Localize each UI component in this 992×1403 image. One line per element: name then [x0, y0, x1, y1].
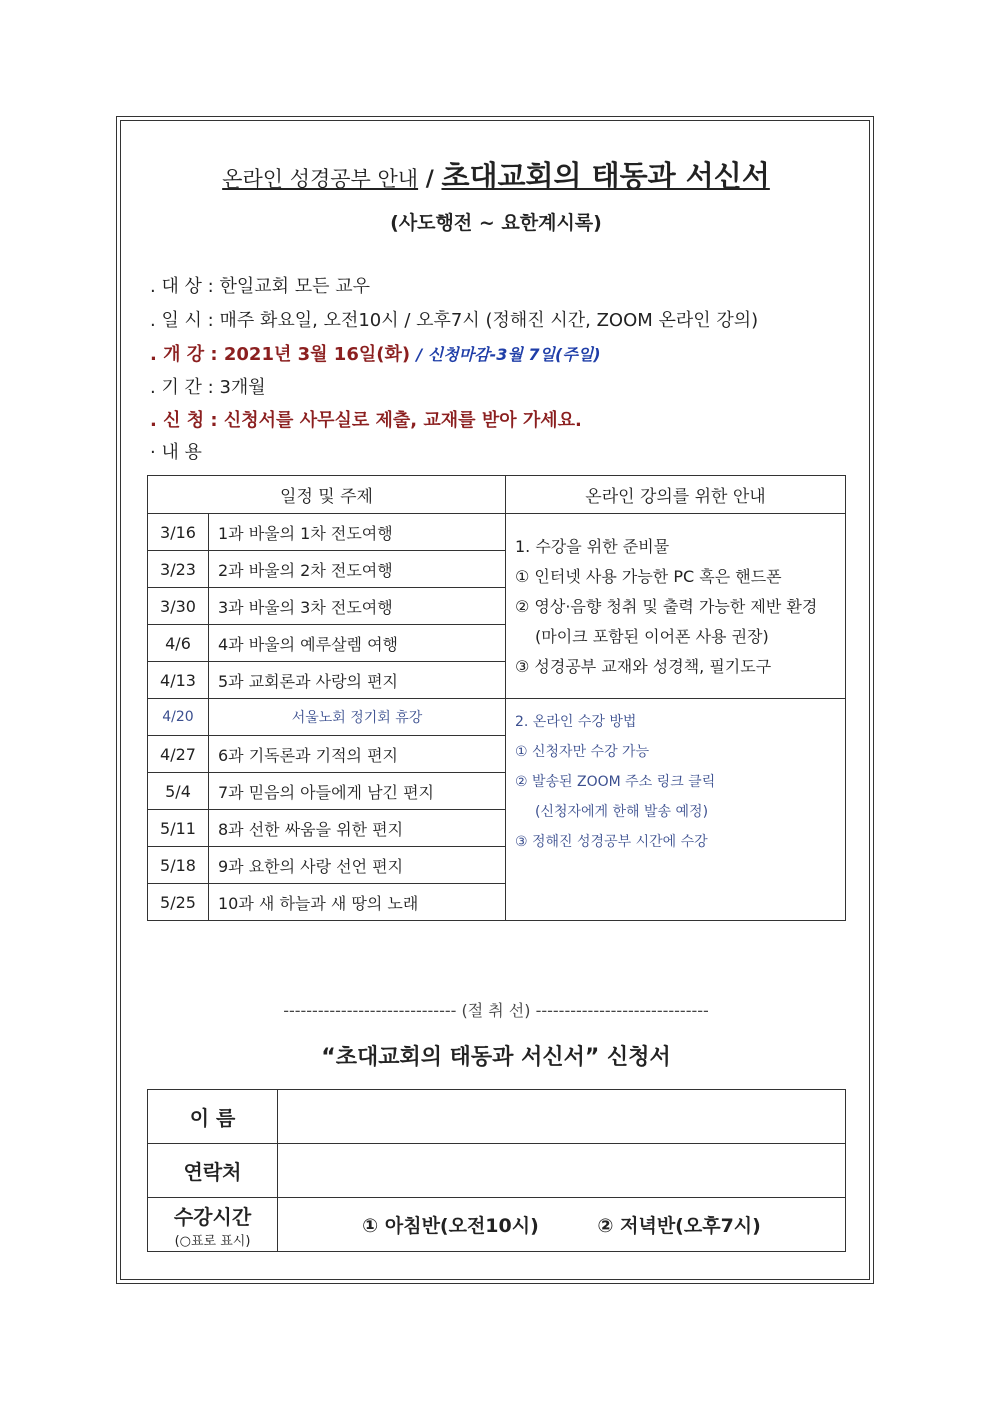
- row-date: 5/11: [148, 810, 209, 847]
- schedule-header-row: [148, 476, 846, 514]
- row-topic: 서울노회 정기회 휴강: [209, 699, 506, 736]
- header-guide: 온라인 강의를 위한 안내: [506, 476, 846, 514]
- row-topic: 10과 새 하늘과 새 땅의 노래: [209, 884, 506, 921]
- header-schedule: 일정 및 주제: [148, 476, 506, 514]
- contact-label: 연락처: [148, 1144, 278, 1198]
- row-topic: 6과 기독론과 기적의 편지: [209, 736, 506, 773]
- row-topic: 4과 바울의 예루살렘 여행: [209, 625, 506, 662]
- guide-line: 1. 수강을 위한 준비물: [515, 537, 670, 556]
- row-date: 5/4: [148, 773, 209, 810]
- guide-line: ③ 성경공부 교재와 성경책, 필기도구: [515, 657, 772, 676]
- apply-deadline: / 신청마감-3월 7일(주일): [416, 345, 601, 364]
- guide-method: [506, 699, 846, 921]
- name-field[interactable]: [278, 1090, 846, 1144]
- schedule-table: [147, 475, 846, 921]
- row-date: 3/16: [148, 514, 209, 551]
- time-label-cell: [148, 1198, 278, 1252]
- row-topic: 2과 바울의 2차 전도여행: [209, 551, 506, 588]
- opening-date: . 개 강 : 2021년 3월 16일(화): [150, 344, 411, 365]
- info-opening: [150, 340, 601, 366]
- time-label: 수강시간: [173, 1204, 252, 1229]
- name-label: 이 름: [148, 1090, 278, 1144]
- table-row: [148, 514, 846, 551]
- option-morning[interactable]: ① 아침반(오전10시): [362, 1215, 539, 1237]
- info-period: . 기 간 : 3개월: [150, 377, 266, 398]
- title-left: 온라인 성경공부 안내: [222, 167, 419, 191]
- form-row-time: [148, 1198, 846, 1252]
- row-topic: 7과 믿음의 아들에게 남긴 편지: [209, 773, 506, 810]
- guide-line: ② 발송된 ZOOM 주소 링크 클릭: [515, 774, 716, 790]
- row-date: 4/27: [148, 736, 209, 773]
- title-separator: /: [425, 167, 434, 192]
- guide-line: ② 영상·음향 청취 및 출력 가능한 제반 환경: [515, 597, 818, 616]
- guide-line: (신청자에게 한해 발송 예정): [535, 804, 709, 820]
- row-topic: 3과 바울의 3차 전도여행: [209, 588, 506, 625]
- guide-line: ① 인터넷 사용 가능한 PC 혹은 핸드폰: [515, 567, 782, 586]
- guide-line: ① 신청자만 수강 가능: [515, 744, 650, 760]
- title-right: 초대교회의 태동과 서신서: [441, 159, 770, 193]
- form-row-name: [148, 1090, 846, 1144]
- row-date: 4/6: [148, 625, 209, 662]
- page-subtitle: (사도행전 ~ 요한계시록): [390, 212, 602, 234]
- guide-line: ③ 정해진 성경공부 시간에 수강: [515, 834, 708, 850]
- row-date: 4/20: [148, 699, 209, 736]
- row-topic: 1과 바울의 1차 전도여행: [209, 514, 506, 551]
- page-title: [0, 154, 992, 195]
- form-title: “초대교회의 태동과 서신서” 신청서: [321, 1045, 671, 1070]
- row-date: 4/13: [148, 662, 209, 699]
- row-date: 3/30: [148, 588, 209, 625]
- row-topic: 8과 선한 싸움을 위한 편지: [209, 810, 506, 847]
- info-content: · 내 용: [150, 442, 202, 463]
- info-apply: . 신 청 : 신청서를 사무실로 제출, 교재를 받아 가세요.: [150, 410, 582, 431]
- application-form: [147, 1089, 846, 1252]
- info-target: . 대 상 : 한일교회 모든 교우: [150, 276, 370, 297]
- table-row: [148, 699, 846, 736]
- guide-line: (마이크 포함된 이어폰 사용 권장): [535, 627, 769, 646]
- time-options: [278, 1198, 846, 1252]
- info-schedule: . 일 시 : 매주 화요일, 오전10시 / 오후7시 (정해진 시간, ZOOM 온라인 강의): [150, 310, 759, 331]
- row-topic: 5과 교회론과 사랑의 편지: [209, 662, 506, 699]
- time-note: (○표로 표시): [174, 1233, 251, 1249]
- guide-line: 2. 온라인 수강 방법: [515, 714, 637, 730]
- option-evening[interactable]: ② 저녁반(오후7시): [597, 1215, 761, 1237]
- row-date: 3/23: [148, 551, 209, 588]
- row-topic: 9과 요한의 사랑 선언 편지: [209, 847, 506, 884]
- row-date: 5/18: [148, 847, 209, 884]
- cut-line: ------------------------------ (절 취 선) ------------------------------: [283, 1001, 709, 1020]
- row-date: 5/25: [148, 884, 209, 921]
- contact-field[interactable]: [278, 1144, 846, 1198]
- form-row-contact: [148, 1144, 846, 1198]
- guide-preparation: [506, 514, 846, 699]
